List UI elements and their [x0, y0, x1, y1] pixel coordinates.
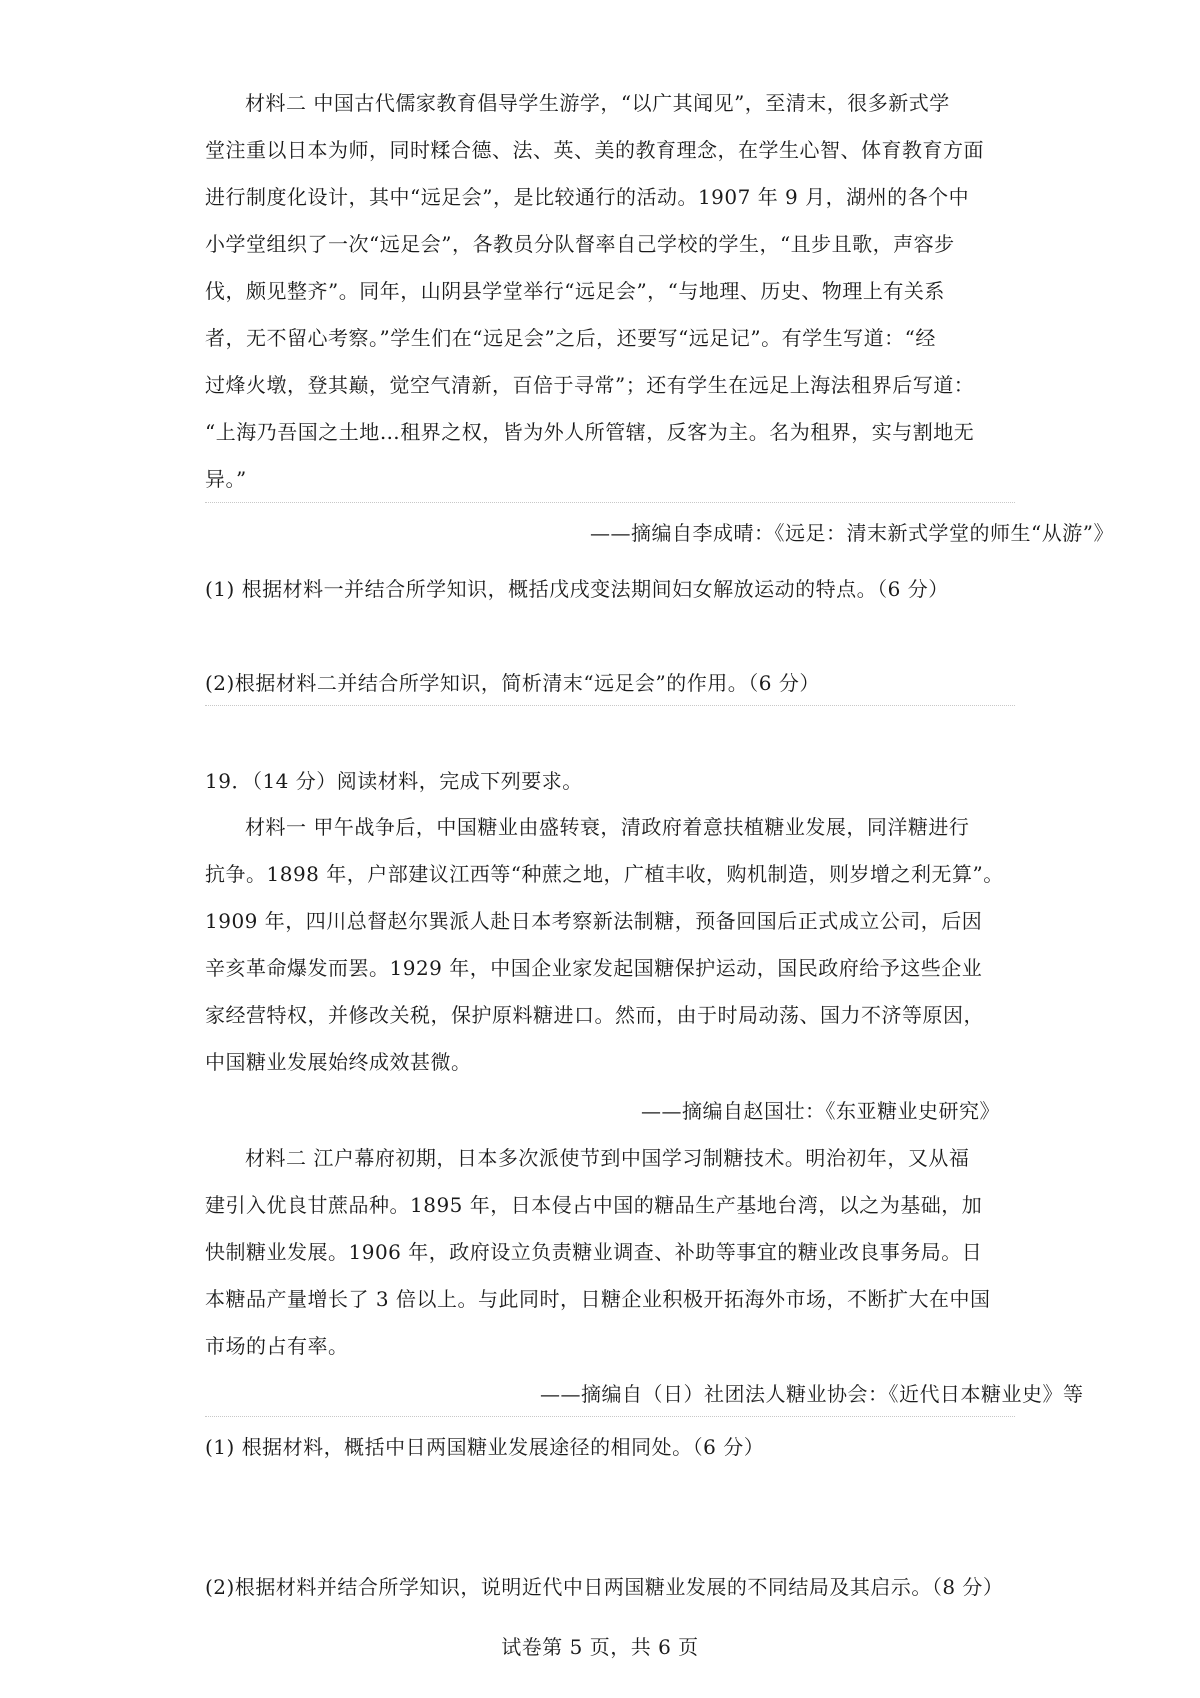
question-18-1: (1) 根据材料一并结合所学知识，概括戊戌变法期间妇女解放运动的特点。（6 分） [205, 577, 949, 601]
question-18-2: (2)根据材料二并结合所学知识，简析清末“远足会”的作用。（6 分） [205, 671, 820, 695]
text-line: “上海乃吾国之土地…租界之权，皆为外人所管辖，反客为主。名为租界，实与割地无 [205, 420, 975, 444]
text-line: 过烽火墩，登其巅，觉空气清新，百倍于寻常”；还有学生在远足上海法租界后写道： [205, 373, 975, 397]
text-line: 抗争。1898 年，户部建议江西等“种蔗之地，广植丰收，购机制造，则岁增之利无算”。 [205, 862, 1004, 886]
text-line: 材料一 甲午战争后，中国糖业由盛转衰，清政府着意扶植糖业发展，同洋糖进行 [245, 815, 970, 839]
text-line: 市场的占有率。 [205, 1334, 349, 1358]
source-citation: ——摘编自赵国壮：《东亚糖业史研究》 [641, 1099, 1000, 1123]
source-citation: ——摘编自李成晴：《远足：清末新式学堂的师生“从游”》 [590, 521, 1114, 545]
dotted-rule [205, 705, 1015, 706]
text-line: 材料二 江户幕府初期，日本多次派使节到中国学习制糖技术。明治初年，又从福 [245, 1146, 970, 1170]
text-line: 本糖品产量增长了 3 倍以上。与此同时，日糖企业积极开拓海外市场，不断扩大在中国 [205, 1287, 991, 1311]
question-19-1: (1) 根据材料，概括中日两国糖业发展途径的相同处。（6 分） [205, 1435, 765, 1459]
text-line: 家经营特权，并修改关税，保护原料糖进口。然而，由于时局动荡、国力不济等原因， [205, 1003, 984, 1027]
text-line: 堂注重以日本为师，同时糅合德、法、英、美的教育理念，在学生心智、体育教育方面 [205, 138, 984, 162]
text-line: 1909 年，四川总督赵尔巽派人赴日本考察新法制糖，预备回国后正式成立公司，后因 [205, 909, 983, 933]
text-line: 建引入优良甘蔗品种。1895 年，日本侵占中国的糖品生产基地台湾，以之为基础，加 [205, 1193, 983, 1217]
text-line: 者，无不留心考察。”学生们在“远足会”之后，还要写“远足记”。有学生写道：“经 [205, 326, 936, 350]
text-line: 辛亥革命爆发而罢。1929 年，中国企业家发起国糖保护运动，国民政府给予这些企业 [205, 956, 983, 980]
page-footer: 试卷第 5 页，共 6 页 [501, 1635, 699, 1659]
text-line: 小学堂组织了一次“远足会”，各教员分队督率自己学校的学生，“且步且歌，声容步 [205, 232, 955, 256]
source-citation: ——摘编自（日）社团法人糖业协会：《近代日本糖业史》等 [540, 1382, 1084, 1406]
question-19-2: (2)根据材料并结合所学知识，说明近代中日两国糖业发展的不同结局及其启示。（8 分） [205, 1575, 1004, 1599]
text-line: 进行制度化设计，其中“远足会”，是比较通行的活动。1907 年 9 月，湖州的各个中 [205, 185, 970, 209]
text-line: 异。” [205, 467, 247, 491]
text-line: 伐，颇见整齐”。同年，山阴县学堂举行“远足会”，“与地理、历史、物理上有关系 [205, 279, 945, 303]
dotted-rule [205, 502, 1015, 503]
text-line: 中国糖业发展始终成效甚微。 [205, 1050, 472, 1074]
text-line: 快制糖业发展。1906 年，政府设立负责糖业调查、补助等事宜的糖业改良事务局。日 [205, 1240, 983, 1264]
dotted-rule [205, 1416, 1015, 1417]
text-line: 材料二 中国古代儒家教育倡导学生游学，“以广其闻见”，至清末，很多新式学 [245, 91, 950, 115]
question-19-header: 19．（14 分）阅读材料，完成下列要求。 [205, 769, 583, 793]
